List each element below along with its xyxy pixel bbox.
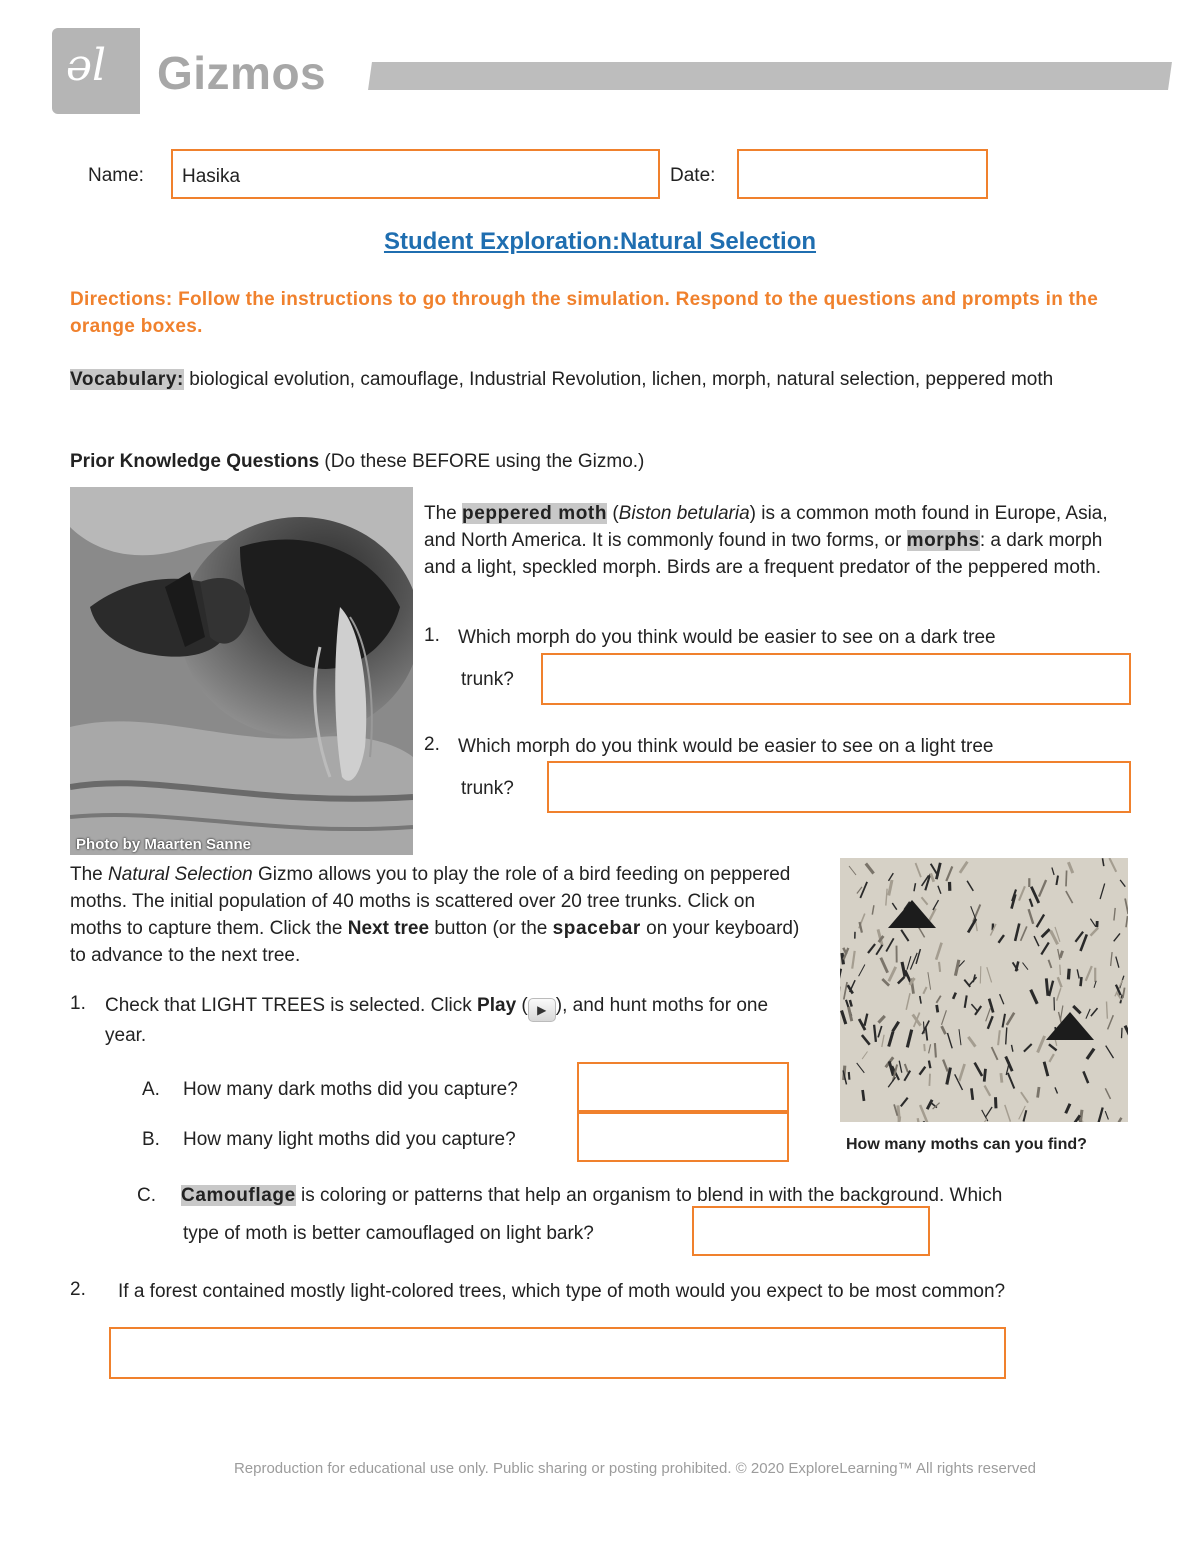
lichen-stroke — [863, 1090, 864, 1101]
gizmo-p-text2: button (or the — [429, 918, 553, 939]
lichen-stroke — [1060, 965, 1061, 975]
peppered-moth-paragraph — [424, 500, 1134, 581]
question-c-text-cont: type of moth is better camouflaged on light bark? — [183, 1223, 594, 1244]
prior-heading-text: Prior Knowledge Questions — [70, 451, 320, 472]
vocabulary-terms: biological evolution, camouflage, Industrial Revolution, lichen, morph, natural selection, peppered moth — [183, 369, 1054, 390]
lichen-stroke — [935, 1043, 936, 1057]
lichen-stroke — [939, 962, 940, 972]
directions-text: Directions: Follow the instructions to go through the simulation. Respond to the questions and prompts in the orange boxes. — [70, 289, 1099, 337]
lichen-stroke — [1066, 871, 1067, 887]
prior-q1-number: 1. — [424, 625, 440, 646]
lichen-stroke — [996, 1097, 997, 1108]
footer-copyright: Reproduction for educational use only. Public sharing or posting prohibited. © 2020 ExploreLearning™ All rights reserved — [233, 1460, 1037, 1477]
prior-q2-text-cont: trunk? — [461, 778, 514, 799]
activity-2-answer-box[interactable] — [109, 1327, 1006, 1379]
activity-1-number: 1. — [70, 993, 86, 1014]
lichen-stroke — [937, 1005, 938, 1013]
term-peppered-moth: peppered moth — [462, 503, 608, 524]
logo-glyph: əl — [66, 40, 107, 91]
image-caption: How many moths can you find? — [846, 1136, 1087, 1153]
play-term: Play — [477, 995, 517, 1016]
question-c-letter: C. — [137, 1185, 156, 1206]
lichen-stroke — [971, 1088, 972, 1100]
term-morphs: morphs — [906, 530, 980, 551]
lichen-bark-graphic — [840, 858, 1128, 1122]
question-c-answer-box[interactable] — [692, 1206, 930, 1256]
lichen-stroke — [929, 1061, 931, 1069]
lichen-stroke — [1081, 1110, 1083, 1122]
prior-q1-text-cont: trunk? — [461, 669, 514, 690]
a1-text1: Check that LIGHT TREES is selected. Click — [105, 995, 478, 1016]
lichen-stroke — [924, 1044, 925, 1051]
vocabulary-paragraph — [70, 366, 1140, 393]
gizmo-p-text3: on your keyboard) to advance to the next tree. — [70, 918, 800, 966]
question-b-text: How many light moths did you capture? — [183, 1129, 516, 1150]
prior-knowledge-heading — [70, 448, 644, 475]
lichen-stroke — [1046, 978, 1048, 995]
para-end: : a dark morph and a light, speckled morph. Birds are a frequent predator of the peppered moth. — [424, 530, 1103, 578]
lichen-stroke — [1038, 1087, 1039, 1098]
para-mid: ) is a common moth found in Europe, Asia, and North America. It is commonly found in two forms, or — [424, 503, 1108, 551]
activity-1-text — [105, 992, 805, 1049]
activity-2-text: If a forest contained mostly light-colored trees, which type of moth would you expect to be most common? — [118, 1281, 1006, 1302]
question-a-answer-box[interactable] — [577, 1062, 789, 1112]
prior-q2-text: Which morph do you think would be easier to see on a light tree — [458, 736, 994, 757]
lichen-stroke — [1001, 1073, 1002, 1083]
lichen-stroke — [984, 1069, 985, 1082]
a1-text2: ( — [516, 995, 528, 1016]
question-a-letter: A. — [142, 1079, 160, 1100]
name-value: Hasika — [182, 166, 241, 187]
lichen-stroke — [850, 1000, 852, 1007]
gizmo-name: Natural Selection — [108, 864, 253, 885]
gizmo-p-the: The — [70, 864, 109, 885]
activity-2-number: 2. — [70, 1279, 86, 1300]
lichen-stroke — [980, 966, 981, 983]
page-title: Student Exploration:Natural Selection — [383, 228, 817, 255]
peppered-moth-photo — [70, 487, 413, 855]
lichen-stroke — [924, 1022, 925, 1034]
lichen-stroke — [1081, 977, 1082, 986]
question-b-letter: B. — [142, 1129, 160, 1150]
vocabulary-label: Vocabulary: — [70, 369, 184, 390]
term-camouflage: Camouflage — [181, 1185, 296, 1206]
question-a-text: How many dark moths did you capture? — [183, 1079, 518, 1100]
lichen-stroke — [929, 1074, 930, 1086]
question-c-text — [181, 1182, 1141, 1209]
a1-text3: ), and hunt moths for one year. — [105, 995, 769, 1046]
prior-q1-text: Which morph do you think would be easier to see on a dark tree — [458, 627, 996, 648]
para-open: ( — [607, 503, 619, 524]
header-bar — [368, 62, 1172, 90]
camouflage-moths-image — [840, 858, 1128, 1122]
qc-text1: is coloring or patterns that help an organism to blend in with the background. Which — [295, 1185, 1003, 1206]
gizmo-intro-paragraph — [70, 861, 805, 969]
question-b-answer-box[interactable] — [577, 1112, 789, 1162]
lichen-stroke — [898, 1105, 899, 1120]
name-field[interactable] — [171, 149, 660, 199]
photo-credit: Photo by Maarten Sanne — [76, 836, 252, 853]
play-button-icon: ▶ — [528, 998, 556, 1022]
lichen-stroke — [1107, 1002, 1108, 1019]
date-field[interactable] — [737, 149, 988, 199]
name-label: Name: — [88, 165, 144, 186]
gizmos-brand: Gizmos — [157, 47, 327, 99]
gizmo-p-text1: Gizmo allows you to play the role of a bird feeding on peppered moths. The initial population of 40 moths is scattered over 20 tree trunks. Click on moths to capture them. Click the — [70, 864, 791, 939]
prior-q1-answer-box[interactable] — [541, 653, 1131, 705]
latin-name: Biston betularia — [618, 503, 750, 524]
bark-photo-graphic — [70, 487, 413, 855]
prior-q2-number: 2. — [424, 734, 440, 755]
lichen-stroke — [849, 1072, 850, 1080]
next-tree-term: Next tree — [347, 918, 430, 939]
prior-q2-answer-box[interactable] — [547, 761, 1131, 813]
lichen-stroke — [1122, 1028, 1123, 1038]
date-label: Date: — [670, 165, 716, 186]
lichen-stroke — [1068, 969, 1069, 980]
para-the: The — [424, 503, 463, 524]
spacebar-term: spacebar — [552, 918, 641, 939]
prior-heading-note: (Do these BEFORE using the Gizmo.) — [319, 451, 645, 472]
explorelearning-logo — [52, 28, 140, 114]
